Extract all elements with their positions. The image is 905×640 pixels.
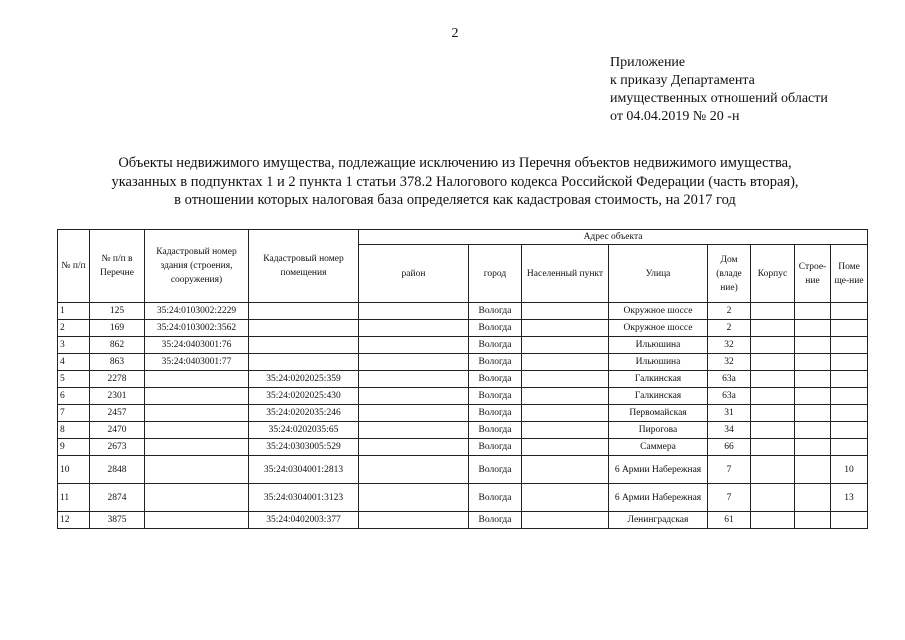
cell-street: Галкинская <box>609 371 708 388</box>
cell-korpus <box>751 371 795 388</box>
header-stroenie: Строе-ние <box>795 245 831 303</box>
cell-list-no: 2457 <box>90 405 145 422</box>
cell-street: Пирогова <box>609 422 708 439</box>
cell-city: Вологда <box>469 439 522 456</box>
cell-no: 2 <box>58 320 90 337</box>
cell-street: Ильюшина <box>609 337 708 354</box>
appendix-line: от 04.04.2019 № 20 -н <box>610 109 740 124</box>
cell-stroenie <box>795 337 831 354</box>
cell-street: Окружное шоссе <box>609 320 708 337</box>
cell-list-no: 3875 <box>90 512 145 529</box>
cell-cad-building: 35:24:0103002:2229 <box>145 303 249 320</box>
table-row <box>58 371 868 388</box>
cell-city: Вологда <box>469 337 522 354</box>
cell-district <box>359 405 469 422</box>
cell-pomeshchenie <box>831 388 868 405</box>
cell-pomeshchenie <box>831 371 868 388</box>
cell-district <box>359 388 469 405</box>
cell-district <box>359 337 469 354</box>
cell-cad-room <box>249 337 359 354</box>
header-house: Дом (владе ние) <box>708 245 751 303</box>
cell-stroenie <box>795 320 831 337</box>
cell-korpus <box>751 388 795 405</box>
cell-house: 34 <box>708 422 751 439</box>
cell-korpus <box>751 484 795 512</box>
cell-house: 63а <box>708 388 751 405</box>
appendix-line: имущественных отношений области <box>610 91 828 106</box>
cell-district <box>359 354 469 371</box>
table-row <box>58 337 868 354</box>
table-body <box>58 303 868 529</box>
cell-street: 6 Армии Набережная <box>609 456 708 484</box>
cell-cad-building <box>145 484 249 512</box>
cell-cad-building <box>145 388 249 405</box>
cell-cad-building <box>145 456 249 484</box>
header-settlement: Населенный пункт <box>522 245 609 303</box>
cell-cad-room: 35:24:0202035:246 <box>249 405 359 422</box>
cell-settlement <box>522 512 609 529</box>
cell-cad-room: 35:24:0402003:377 <box>249 512 359 529</box>
cell-no: 9 <box>58 439 90 456</box>
cell-cad-room: 35:24:0304001:3123 <box>249 484 359 512</box>
cell-settlement <box>522 439 609 456</box>
cell-house: 61 <box>708 512 751 529</box>
cell-stroenie <box>795 388 831 405</box>
cell-city: Вологда <box>469 303 522 320</box>
cell-cad-room <box>249 320 359 337</box>
table-row <box>58 303 868 320</box>
cell-settlement <box>522 354 609 371</box>
cell-settlement <box>522 422 609 439</box>
cell-house: 2 <box>708 303 751 320</box>
cell-korpus <box>751 512 795 529</box>
cell-cad-building: 35:24:0103002:3562 <box>145 320 249 337</box>
cell-pomeshchenie: 13 <box>831 484 868 512</box>
cell-street: Галкинская <box>609 388 708 405</box>
header-district: район <box>359 245 469 303</box>
cell-stroenie <box>795 303 831 320</box>
cell-pomeshchenie <box>831 405 868 422</box>
table-row <box>58 422 868 439</box>
cell-district <box>359 439 469 456</box>
cell-settlement <box>522 337 609 354</box>
cell-stroenie <box>795 371 831 388</box>
cell-no: 11 <box>58 484 90 512</box>
cell-no: 10 <box>58 456 90 484</box>
cell-no: 12 <box>58 512 90 529</box>
table-row <box>58 439 868 456</box>
cell-cad-room: 35:24:0202025:430 <box>249 388 359 405</box>
cell-cad-room: 35:24:0202035:65 <box>249 422 359 439</box>
cell-pomeshchenie <box>831 354 868 371</box>
cell-street: Первомайская <box>609 405 708 422</box>
cell-list-no: 2278 <box>90 371 145 388</box>
header-street: Улица <box>609 245 708 303</box>
table-row <box>58 512 868 529</box>
cell-cad-room <box>249 303 359 320</box>
cell-stroenie <box>795 484 831 512</box>
cell-cad-room: 35:24:0202025:359 <box>249 371 359 388</box>
cell-korpus <box>751 303 795 320</box>
cell-no: 1 <box>58 303 90 320</box>
table-row <box>58 484 868 512</box>
title-line: Объекты недвижимого имущества, подлежащие исключению из Перечня объектов недвижимого имущества, <box>118 155 792 171</box>
cell-list-no: 2673 <box>90 439 145 456</box>
header-list-no: № п/п в Перечне <box>90 230 145 303</box>
cell-house: 7 <box>708 456 751 484</box>
appendix-line: Приложение <box>610 55 686 70</box>
cell-settlement <box>522 320 609 337</box>
cell-city: Вологда <box>469 354 522 371</box>
objects-table <box>57 229 868 529</box>
cell-city: Вологда <box>469 405 522 422</box>
cell-city: Вологда <box>469 422 522 439</box>
header-korpus: Корпус <box>751 245 795 303</box>
cell-pomeshchenie <box>831 337 868 354</box>
cell-district <box>359 484 469 512</box>
cell-settlement <box>522 303 609 320</box>
header-address: Адрес объекта <box>359 230 868 245</box>
document-title <box>40 154 870 210</box>
cell-house: 63а <box>708 371 751 388</box>
header-no: № п/п <box>58 230 90 303</box>
cell-cad-building <box>145 405 249 422</box>
cell-list-no: 2848 <box>90 456 145 484</box>
cell-no: 3 <box>58 337 90 354</box>
cell-settlement <box>522 456 609 484</box>
header-pomeshchenie: Поме ще-ние <box>831 245 868 303</box>
cell-no: 7 <box>58 405 90 422</box>
cell-pomeshchenie <box>831 439 868 456</box>
cell-list-no: 125 <box>90 303 145 320</box>
cell-house: 32 <box>708 337 751 354</box>
cell-house: 31 <box>708 405 751 422</box>
cell-stroenie <box>795 512 831 529</box>
cell-korpus <box>751 456 795 484</box>
cell-list-no: 863 <box>90 354 145 371</box>
table-row <box>58 456 868 484</box>
appendix-block <box>610 54 890 126</box>
cell-house: 66 <box>708 439 751 456</box>
cell-korpus <box>751 320 795 337</box>
cell-stroenie <box>795 456 831 484</box>
cell-stroenie <box>795 422 831 439</box>
cell-cad-building <box>145 439 249 456</box>
cell-street: Ильюшина <box>609 354 708 371</box>
cell-cad-building: 35:24:0403001:77 <box>145 354 249 371</box>
cell-pomeshchenie <box>831 422 868 439</box>
cell-house: 7 <box>708 484 751 512</box>
table-row <box>58 388 868 405</box>
cell-no: 5 <box>58 371 90 388</box>
cell-list-no: 169 <box>90 320 145 337</box>
header-cad-building: Кадастровый номер здания (строения, сооружения) <box>145 230 249 303</box>
cell-street: Ленинградская <box>609 512 708 529</box>
cell-street: Саммера <box>609 439 708 456</box>
cell-no: 4 <box>58 354 90 371</box>
cell-stroenie <box>795 439 831 456</box>
cell-stroenie <box>795 354 831 371</box>
cell-list-no: 862 <box>90 337 145 354</box>
cell-stroenie <box>795 405 831 422</box>
cell-street: Окружное шоссе <box>609 303 708 320</box>
table-row <box>58 320 868 337</box>
cell-settlement <box>522 371 609 388</box>
cell-cad-building: 35:24:0403001:76 <box>145 337 249 354</box>
cell-list-no: 2301 <box>90 388 145 405</box>
cell-settlement <box>522 405 609 422</box>
cell-city: Вологда <box>469 320 522 337</box>
cell-district <box>359 456 469 484</box>
cell-korpus <box>751 337 795 354</box>
cell-district <box>359 422 469 439</box>
cell-cad-room: 35:24:0303005:529 <box>249 439 359 456</box>
cell-no: 8 <box>58 422 90 439</box>
appendix-line: к приказу Департамента <box>610 73 755 88</box>
cell-street: 6 Армии Набережная <box>609 484 708 512</box>
header-cad-room: Кадастровый номер помещения <box>249 230 359 303</box>
table-row <box>58 405 868 422</box>
cell-district <box>359 320 469 337</box>
cell-district <box>359 303 469 320</box>
cell-district <box>359 512 469 529</box>
cell-house: 2 <box>708 320 751 337</box>
cell-pomeshchenie <box>831 303 868 320</box>
cell-korpus <box>751 439 795 456</box>
title-line: в отношении которых налоговая база определяется как кадастровая стоимость, на 2017 год <box>174 192 736 208</box>
cell-korpus <box>751 422 795 439</box>
header-city: город <box>469 245 522 303</box>
cell-city: Вологда <box>469 484 522 512</box>
cell-korpus <box>751 405 795 422</box>
cell-korpus <box>751 354 795 371</box>
cell-city: Вологда <box>469 388 522 405</box>
cell-cad-room <box>249 354 359 371</box>
cell-cad-room: 35:24:0304001:2813 <box>249 456 359 484</box>
cell-no: 6 <box>58 388 90 405</box>
cell-city: Вологда <box>469 512 522 529</box>
cell-cad-building <box>145 422 249 439</box>
cell-house: 32 <box>708 354 751 371</box>
cell-list-no: 2470 <box>90 422 145 439</box>
cell-pomeshchenie <box>831 512 868 529</box>
cell-settlement <box>522 388 609 405</box>
table-row <box>58 354 868 371</box>
cell-city: Вологда <box>469 456 522 484</box>
cell-city: Вологда <box>469 371 522 388</box>
page-number: 2 <box>451 26 459 41</box>
cell-district <box>359 371 469 388</box>
cell-cad-building <box>145 512 249 529</box>
cell-list-no: 2874 <box>90 484 145 512</box>
cell-pomeshchenie: 10 <box>831 456 868 484</box>
cell-cad-building <box>145 371 249 388</box>
cell-settlement <box>522 484 609 512</box>
title-line: указанных в подпунктах 1 и 2 пункта 1 статьи 378.2 Налогового кодекса Российской Федерации (часть вторая), <box>111 173 799 190</box>
cell-pomeshchenie <box>831 320 868 337</box>
